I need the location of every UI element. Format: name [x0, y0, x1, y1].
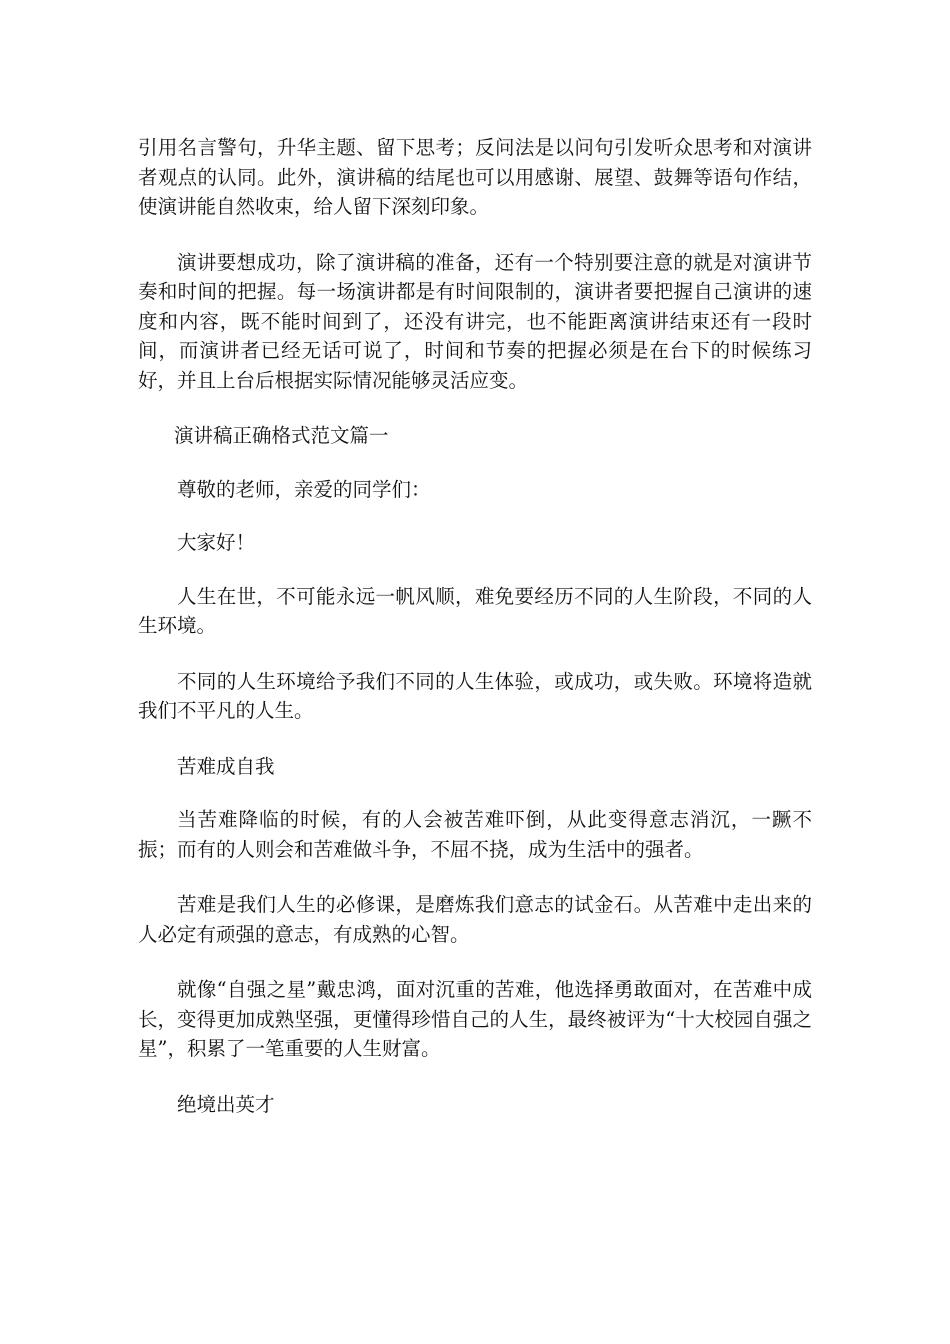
paragraph-life-stages: 人生在世，不可能永远一帆风顺，难免要经历不同的人生阶段，不同的人生环境。	[138, 584, 812, 637]
paragraph-self-reliance-example: 就像“自强之星”戴忠鸿，面对沉重的苦难，他选择勇敢面对，在苦难中成长，变得更加成熟坚强，更懂得珍惜自己的人生，最终被评为“十大校园自强之星”，积累了一笔重要的人生财富。	[138, 978, 812, 1060]
paragraph-life-environment: 不同的人生环境给予我们不同的人生体验，或成功，或失败。环境将造就我们不平凡的人生。	[138, 669, 812, 722]
paragraph-facing-hardship: 当苦难降临的时候，有的人会被苦难吓倒，从此变得意志消沉，一蹶不振；而有的人则会和苦难做斗争，不屈不挠，成为生活中的强者。	[138, 808, 812, 861]
document-body	[138, 133, 812, 1119]
greeting: 大家好！	[177, 531, 256, 554]
paragraph-conclusion-methods: 引用名言警句，升华主题、留下思考；反问法是以问句引发听众思考和对演讲者观点的认同。此外，演讲稿的结尾也可以用感谢、展望、鼓舞等语句作结，使演讲能自然收束，给人留下深刻印象。	[138, 136, 812, 218]
salutation: 尊敬的老师，亲爱的同学们：	[177, 477, 431, 501]
paragraph-hardship-lesson: 苦难是我们人生的必修课，是磨炼我们意志的试金石。从苦难中走出来的人必定有顽强的意志，有成熟的心智。	[138, 893, 812, 946]
subheading-hardship: 苦难成自我	[177, 754, 275, 778]
paragraph-rhythm-and-timing: 演讲要想成功，除了演讲稿的准备，还有一个特别要注意的就是对演讲节奏和时间的把握。每一场演讲都是有时间限制的，演讲者要把握自己演讲的速度和内容，既不能时间到了，还没有讲完，也不能距离演讲结束还有一段时间，而演讲者已经无话可说了，时间和节奏的把握必须是在台下的时候练习好，并且上台后根据实际情况能够灵活应变。	[138, 250, 812, 392]
section-title: 演讲稿正确格式范文篇一	[174, 424, 389, 447]
subheading-adversity: 绝境出英才	[177, 1092, 275, 1116]
